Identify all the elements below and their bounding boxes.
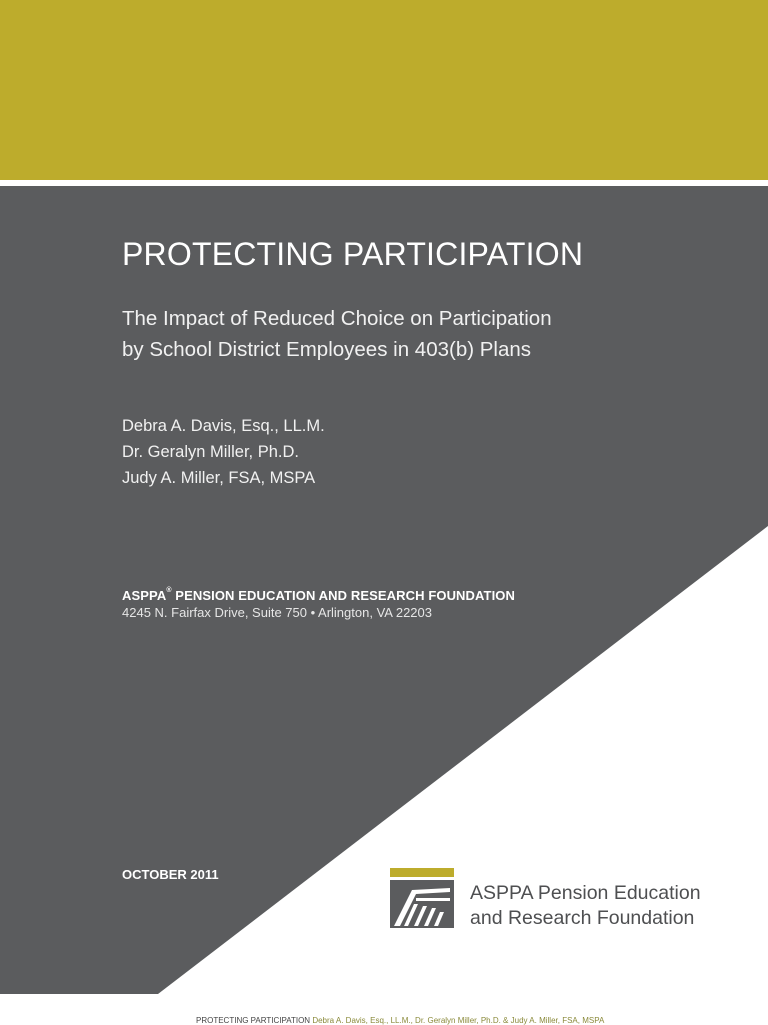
publication-date: OCTOBER 2011 — [122, 867, 219, 882]
author-list — [122, 413, 325, 491]
organization-name — [122, 588, 515, 603]
document-title: PROTECTING PARTICIPATION — [122, 236, 584, 272]
author-name: Debra A. Davis, Esq., LL.M. — [122, 417, 325, 435]
columns-building-icon — [390, 868, 454, 928]
author-name: Judy A. Miller, FSA, MSPA — [122, 469, 316, 487]
author-name: Dr. Geralyn Miller, Ph.D. — [122, 443, 299, 461]
org-name-prefix: ASPPA — [122, 588, 167, 603]
org-name-suffix: PENSION EDUCATION AND RESEARCH FOUNDATION — [171, 588, 516, 603]
top-color-band — [0, 0, 768, 180]
organization-address: 4245 N. Fairfax Drive, Suite 750 • Arlington, VA 22203 — [122, 605, 432, 620]
logo-text-line-1: ASPPA Pension Education — [470, 882, 701, 904]
foundation-logo — [390, 868, 710, 930]
logo-text-line-2: and Research Foundation — [470, 907, 695, 929]
registered-mark: ® — [166, 587, 172, 594]
footer-authors: Debra A. Davis, Esq., LL.M., Dr. Geralyn Miller, Ph.D. & Judy A. Miller, FSA, MSPA — [312, 1016, 605, 1025]
footer-title: PROTECTING PARTICIPATION — [196, 1016, 311, 1025]
document-subtitle — [122, 303, 552, 365]
subtitle-line-2: by School District Employees in 403(b) Plans — [122, 338, 532, 361]
subtitle-line-1: The Impact of Reduced Choice on Participation — [122, 307, 552, 330]
